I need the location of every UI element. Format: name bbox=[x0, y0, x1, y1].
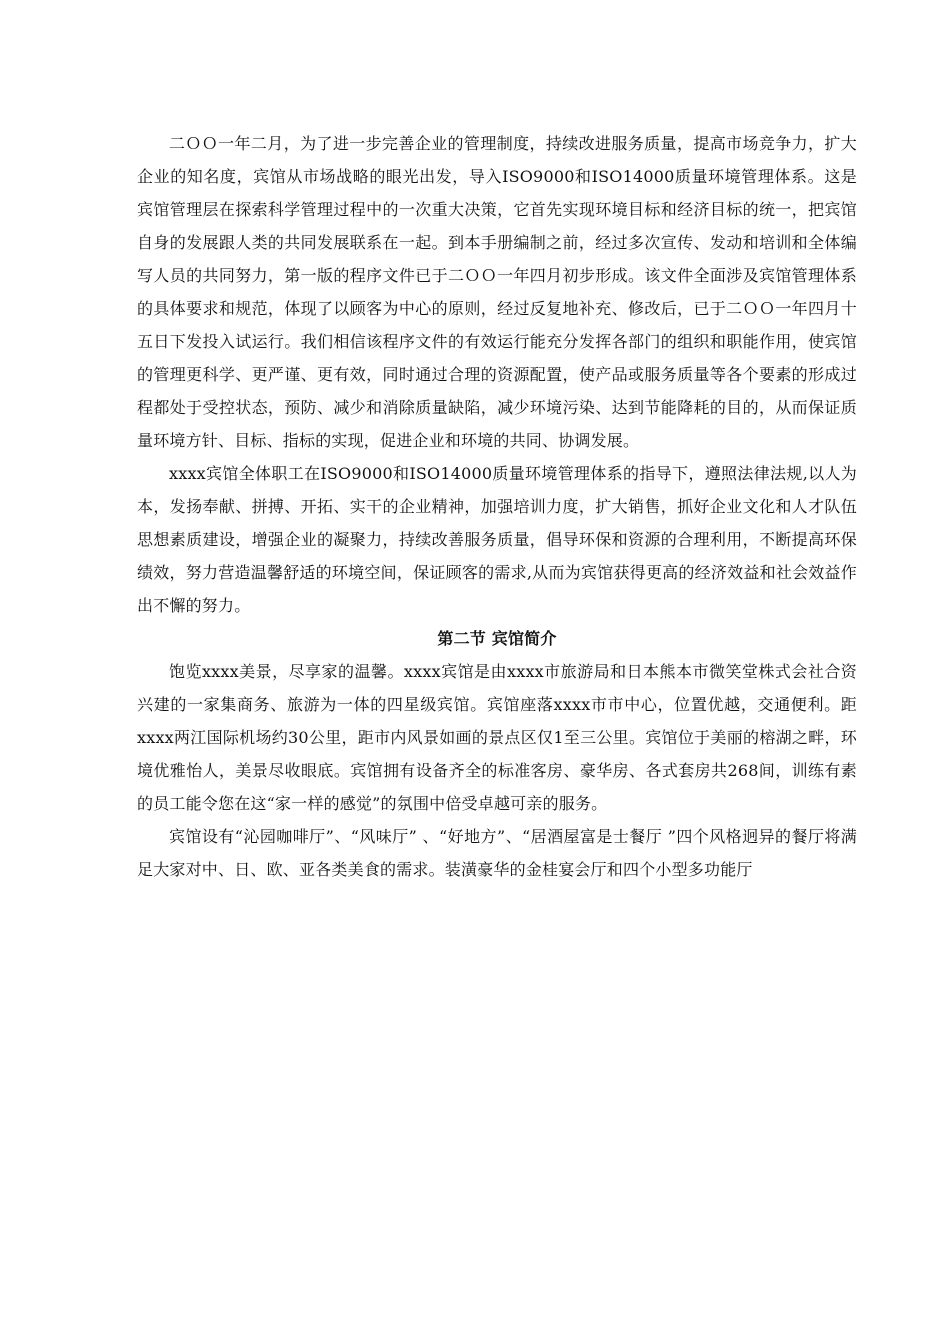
intro-paragraph-2: xxxx宾馆全体职工在ISO9000和ISO14000质量环境管理体系的指导下，遵照法律法规,以人为本，发扬奉献、拼搏、开拓、实干的企业精神，加强培训力度，扩大销售，抓好企业文化和人才队伍思想素质建设，增强企业的凝聚力，持续改善服务质量，倡导环保和资源的合理利用，不断提高环保绩效，努力营造温馨舒适的环境空间，保证顾客的需求,从而为宾馆获得更高的经济效益和社会效益作出不懈的努力。 bbox=[137, 464, 857, 615]
section-title: 第二节 宾馆简介 bbox=[437, 629, 557, 648]
document-body bbox=[137, 127, 857, 886]
section-paragraph-1: 饱览xxxx美景，尽享家的温馨。xxxx宾馆是由xxxx市旅游局和日本熊本市微笑堂株式会社合资兴建的一家集商务、旅游为一体的四星级宾馆。宾馆座落xxxx市市中心，位置优越，交通便利。距xxxx两江国际机场约30公里，距市内风景如画的景点区仅1至三公里。宾馆位于美丽的榕湖之畔，环境优雅怡人，美景尽收眼底。宾馆拥有设备齐全的标准客房、豪华房、各式套房共268间，训练有素的员工能令您在这“家一样的感觉”的氛围中倍受卓越可亲的服务。 bbox=[137, 662, 857, 813]
section-paragraph-2: 宾馆设有“沁园咖啡厅”、“风味厅” 、“好地方”、“居酒屋富是士餐厅 ”四个风格迥异的餐厅将满足大家对中、日、欧、亚各类美食的需求。装潢豪华的金桂宴会厅和四个小型多功能厅 bbox=[137, 827, 857, 879]
intro-paragraph-1: 二ＯＯ一年二月，为了进一步完善企业的管理制度，持续改进服务质量，提高市场竞争力，扩大企业的知名度，宾馆从市场战略的眼光出发，导入ISO9000和ISO14000质量环境管理体系。这是宾馆管理层在探索科学管理过程中的一次重大决策，它首先实现环境目标和经济目标的统一，把宾馆自身的发展跟人类的共同发展联系在一起。到本手册编制之前，经过多次宣传、发动和培训和全体编写人员的共同努力，第一版的程序文件已于二ＯＯ一年四月初步形成。该文件全面涉及宾馆管理体系的具体要求和规范，体现了以顾客为中心的原则，经过反复地补充、修改后，已于二ＯＯ一年四月十五日下发投入试运行。我们相信该程序文件的有效运行能充分发挥各部门的组织和职能作用，使宾馆的管理更科学、更严谨、更有效，同时通过合理的资源配置，使产品或服务质量等各个要素的形成过程都处于受控状态，预防、减少和消除质量缺陷，减少环境污染、达到节能降耗的目的，从而保证质量环境方针、目标、指标的实现，促进企业和环境的共同、协调发展。 bbox=[137, 134, 857, 450]
